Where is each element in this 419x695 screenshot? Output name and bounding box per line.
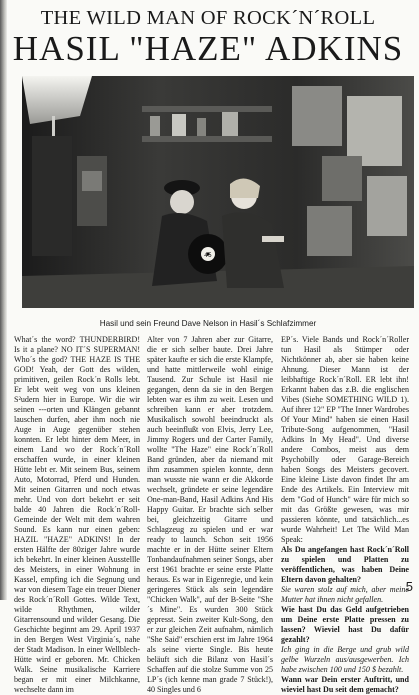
article-body bbox=[14, 335, 416, 694]
column-2-text: Alter von 7 Jahren aber zur Gitarre, die er sich selber baute. Drei Jahre später kaufte er sich die erste Klampfe, und hatte mittlerweile wohl einige Tausend. Zur Schule ist Hasil nie gegangen, denn da sie in den Bergen lebten war es ihm zu weit. Lesen und schreiben kann er aber trotzdem. Musikalisch sowohl beeindruckt als auch beeinflußt von Elvis, Jerry Lee, Jimmy Rogers und der Carter Family, wollte "The Haze" eine Rock´n´Roll Band gründen, aber da niemand mit ihm zusammen spielen konnte, denn man wusste nie wann er die Akkorde wechselt, gründete er seine legendäre One-man-Band, Hasil Adkins And His Happy Guitar. Er brachte sich selber bei, gleichzeitig Gitarre und Schlagzeug zu spielen und er war ready to launch. Schon seit 1956 machte er in der Hütte seiner Eltern Tonbandaufnahmen seiner Songs, aber erst 1961 brachte er seine erste Platte heraus. Es war in Eigenregie, und kein geringeres Stück als sein legendäre "Chicken Walk", auf der B-Seite "She´s Mine". Es wurden 300 Stück gepresst. Sein zweiter Kult-Song, den er zur gleichen Zeit aufnahm, nämlich "She Said" erschien erst im Jahre 1964 als seine vierte Single. Bis heute beläuft sich die Bilanz von Hasil´s Schaffen auf die stolze Summe von 25 LP´s (ich kenne man grade 7 Stück!), 40 Singles und 6 bbox=[147, 335, 273, 694]
headline-top: THE WILD MAN OF ROCK´N´ROLL bbox=[40, 7, 376, 29]
interview-question-2: Wie hast Du das Geld aufgetrieben um Deine erste Platte pressen zu lassen? Wieviel hast Du dafür gezahlt? bbox=[281, 605, 409, 644]
interview-answer-2: Ich ging in die Berge und grub wild gelbe Wurzeln aus/ausgewerben. Ich habe zwischen 100 und 150 $ bezahlt. bbox=[281, 645, 409, 674]
interview-question-3: Wann war Dein erster Auftritt, und wieviel hast Du seit dem gemacht? bbox=[281, 675, 409, 694]
article-column-2 bbox=[147, 335, 273, 695]
record-label: 45 bbox=[204, 252, 212, 259]
page-binding-edge bbox=[0, 0, 7, 600]
page-number: 5 bbox=[405, 579, 413, 594]
photo-caption: Hasil und sein Freund Dave Nelson in Hasil´s Schlafzimmer bbox=[99, 319, 317, 328]
bedroom-photo bbox=[22, 76, 414, 308]
column-1-text: What´s the word? THUNDERBIRD! Is it a plane? NO IT´S SUPERMAN! Who´s the god? THE HAZE IS THE GOD! Yeah, der Gott des wilden, primitiven, geilen Rock´n Rolls lebt. Er lebt weit weg von uns kleinen S²udern hier in Europe. Wir die wir seinen ---orten und Klängen gebannt lauschen durfen, aber ihm noch nie Auge in Auge gegenüber stehen konnten. Er lebt hinter dem Meer, in einem Land wo der Rock´n´Roll erschaffen wurde, in einer kleinen Hütte lebt er. Mit seinem Bus, seinem Auto, Motorrad, Pferd und Hunden. Mit seinen Gitarren und noch etwas mehr. Und von dort bekehrt er seit balde 40 Jahren die Rock´n´Roll-Gemeinde der Welt mit dem wahren Sound. Es kann nur einen geben: HAZIL "HAZE" ADKINS! In der ersten Hälfte der 80ziger Jahre wurde ich bekehrt. In einer kleinen Ausstellle des Meisters, in einer Wohnung in Kassel, empfing ich die Segnung und war von diesem Tage ein treuer Diener des Rock´n´Roll Gottes. Wilde Text, wilde Rhythmen, wilder Gitarrensound und wilder Gesang. Die Geschichte beginnt am 29. April 1937 in den Bergen West Virginia´s, nahe der Stadt Madison. In einer Wellblech-Hütte wird er geboren. Mr. Chicken Walk. Seine musikalische Karriere began er mit einer Milchkanne, wechselte dann im bbox=[14, 335, 140, 694]
interview-question-1: Als Du angefangen hast Rock´n´Roll zu spielen und Platten zu veröffentlichen, was haben Deine Eltern davon gehalten? bbox=[281, 545, 409, 584]
interview-answer-1: Sie waren stolz auf mich, aber meine Mutter hat ihnen nicht gefallen. bbox=[281, 585, 409, 604]
article-column-3 bbox=[281, 335, 409, 695]
magazine-page bbox=[12, 0, 417, 694]
headline-main: HASIL "HAZE" ADKINS bbox=[12, 29, 404, 68]
article-column-1 bbox=[14, 335, 140, 695]
photo-illustration bbox=[22, 76, 414, 308]
column-3-intro: EP´s. Viele Bands und Rock´n´Roller tun Hasil als Stümper oder Nichtkönner ab, aber sie haben keine Ahnung. Dieser Mann ist der leibhaftige Rock´n´Roll. ER lebt ihn! Erkannt haben das z.B. die englischen Vibes (Siehe SOMETHING WILD 1). Auf ihrer 12" EP "The Inner Wardrobes Of Your Mind" haben sie einen Hasil Tribute-Song aufgenommen, "Hasil Adkins In My Head". Und diverse andere Combos, meist aus dem Psychobilly oder Garage-Bereich haben Songs des Meisters gecovert. Eine kleine Liste davon findet Ihr am Ende des Artikels. Ein Interview mit dem "God of Hunch" wäre für mich so mit das Größte gewesen, was mir passieren könnte, und tatsächlich...es wurde Wahrheit! Let The Wild Man Speak: bbox=[281, 335, 409, 544]
